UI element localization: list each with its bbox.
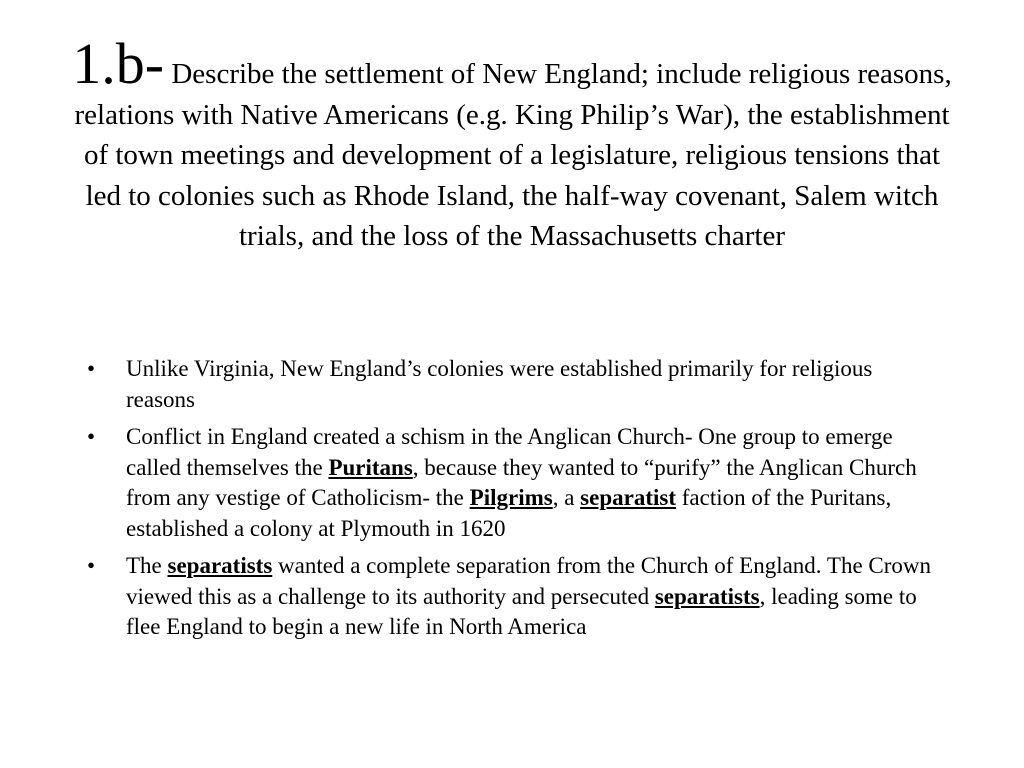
bullet-text: faction of the Puritans, established a colony at Plymouth in 1620 (126, 485, 892, 541)
bullet-dot-icon: • (87, 356, 96, 381)
bullet-list (84, 354, 944, 650)
term-puritans: Puritans (328, 454, 413, 480)
bullet-text: Conflict in England created a schism in the Anglican Church- One group to emerge called themselves the (126, 424, 893, 480)
bullet-text: The (126, 553, 168, 578)
term-pilgrims: Pilgrims (469, 485, 553, 510)
term-separatists: separatists (167, 553, 273, 578)
term-separatists: separatists (654, 583, 760, 609)
slide-title (70, 31, 954, 257)
bullet-text: , leading some to flee England to begin a new life in North America (126, 583, 917, 639)
title-text: Describe the settlement of New England; include religious reasons, relations with Native Americans (e.g. King Philip’s War), the establishment of town meetings and development of a legislature, religious tensions that led to colonies such as Rhode Island, the half-way covenant, Salem witch trials, and the loss of the Massachusetts charter (74, 58, 952, 252)
bullet-text: , a (552, 485, 581, 510)
bullet-text: , because they wanted to “purify” the Anglican Church from any vestige of Catholicism- the (126, 454, 917, 510)
title-number: 1.b- (72, 31, 165, 96)
bullet-item (84, 551, 944, 643)
bullet-dot-icon: • (87, 424, 96, 449)
bullet-text: Unlike Virginia, New England’s colonies were established primarily for religious reasons (126, 356, 873, 412)
bullet-dot-icon: • (87, 553, 96, 578)
term-separatist: separatist (580, 485, 676, 510)
bullet-item (84, 422, 944, 544)
bullet-text: wanted a complete separation from the Church of England. The Crown viewed this as a challenge to its authority and persecuted (126, 553, 932, 609)
bullet-item (84, 354, 944, 415)
